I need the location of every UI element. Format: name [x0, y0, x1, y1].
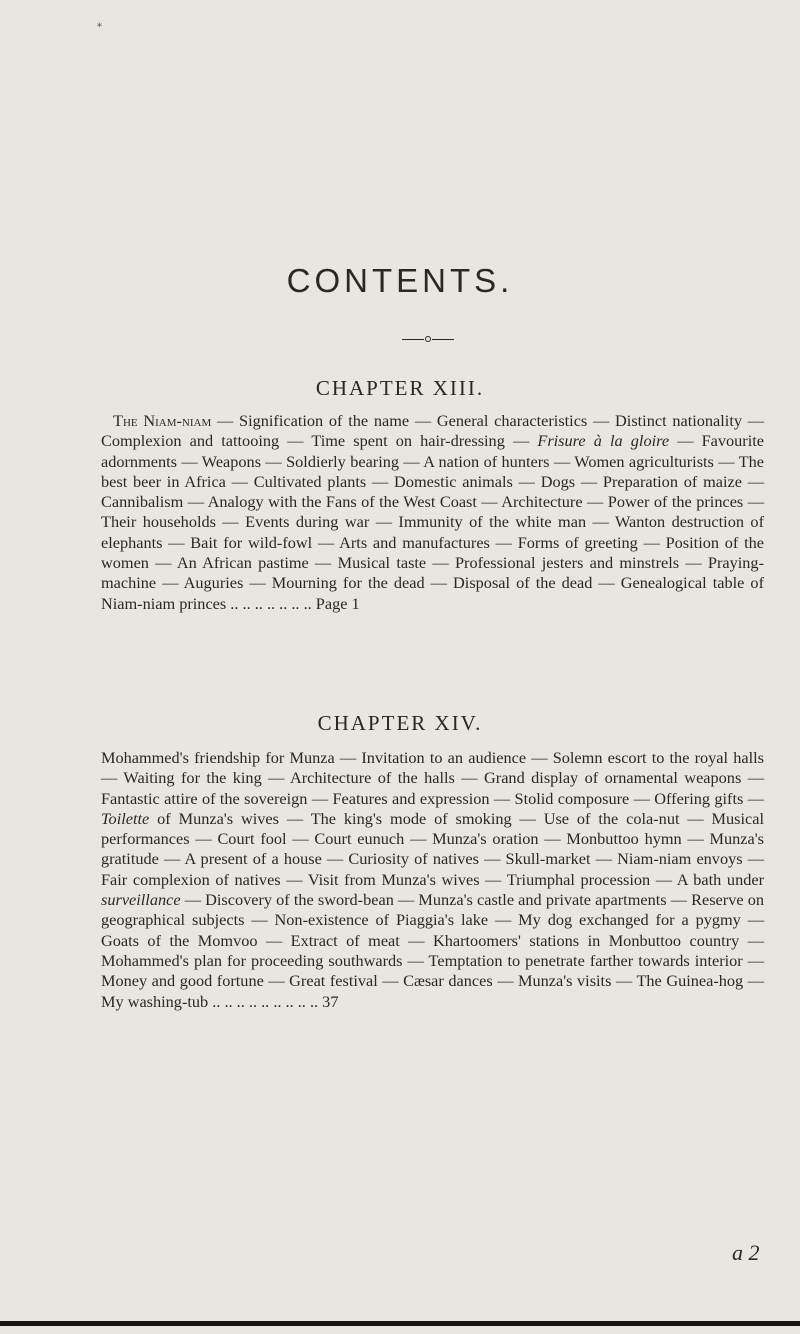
chapter-heading-13: CHAPTER XIII.	[315, 376, 485, 400]
chapter-italic-term: Frisure à la gloire	[537, 431, 670, 451]
chapter-text: — Discovery of the sword-bean — Munza's castle and private apartments — Reserve on geographical subjects — Non-existence of Piaggia's lake — My dog exchanged for a pygmy — Goats of the Momvoo — Extract of meat — Khartoomers' stations in Monbuttoo country — Mohammed's plan for proceeding southwards — Temptation to penetrate farther towards interior — Money and good fortune — Great festival — Cæsar dances — Munza's visits — The Guinea-hog — My washing-tub	[101, 890, 764, 1011]
ornament-line-left	[402, 339, 424, 340]
chapter-text: of Munza's wives — The king's mode of smoking — Use of the cola-nut — Musical performances — Court fool — Court eunuch — Munza's oration — Monbuttoo hymn — Munza's gratitude — A present of a house — Curiosity of natives — Skull-market — Niam-niam envoys — Fair complexion of natives — Visit from Munza's wives — Triumphal procession — A bath under	[101, 808, 764, 889]
leader-dots: .. .. .. .. .. .. ..	[226, 593, 312, 613]
leader-dots: .. .. .. .. .. .. .. .. ..	[208, 991, 319, 1011]
chapter-italic-term: Toilette	[101, 808, 150, 828]
page-reference: Page 1	[315, 593, 360, 613]
chapter-text: Mohammed's friendship for Munza — Invitation to an audience — Solemn escort to the royal halls — Waiting for the king — Architecture of the halls — Grand display of ornamental weapons — Fantastic attire of the sovereign — Features and expression — Stolid composure — Offering gifts —	[101, 748, 764, 808]
contents-title: CONTENTS.	[286, 262, 514, 299]
ornament-line-right	[432, 339, 454, 340]
page-reference: 37	[322, 991, 339, 1011]
chapter-summary-13	[101, 411, 764, 614]
folio-signature: a 2	[732, 1240, 760, 1265]
chapter-italic-term: surveillance	[101, 890, 181, 910]
chapter-lead-term: The Niam-niam	[113, 411, 212, 430]
chapter-heading-14: CHAPTER XIV.	[317, 711, 483, 735]
dot-leader	[226, 594, 359, 613]
chapter-text: — Signification of the name — General characteristics — Distinct nationality — Complexion and tattooing — Time spent on hair-dressing —	[101, 411, 765, 451]
page-bottom-edge	[0, 1321, 800, 1326]
ornament-divider	[402, 336, 454, 344]
ornament-dot	[425, 336, 431, 342]
dot-leader	[208, 992, 338, 1011]
chapter-text: — Favourite adornments — Weapons — Soldierly bearing — A nation of hunters — Women agriculturists — The best beer in Africa — Cultivated plants — Domestic animals — Dogs — Preparation of maize — Cannibalism — Analogy with the Fans of the West Coast — Architecture — Power of the princes — Their households — Events during war — Immunity of the white man — Wanton destruction of elephants — Bait for wild-fowl — Arts and manufactures — Forms of greeting — Position of the women — An African pastime — Musical taste — Professional jesters and minstrels — Praying-machine — Auguries — Mourning for the dead — Disposal of the dead — Genealogical table of Niam-niam princes	[101, 431, 765, 613]
chapter-summary-14	[101, 748, 764, 1012]
stray-mark: *	[97, 22, 102, 33]
